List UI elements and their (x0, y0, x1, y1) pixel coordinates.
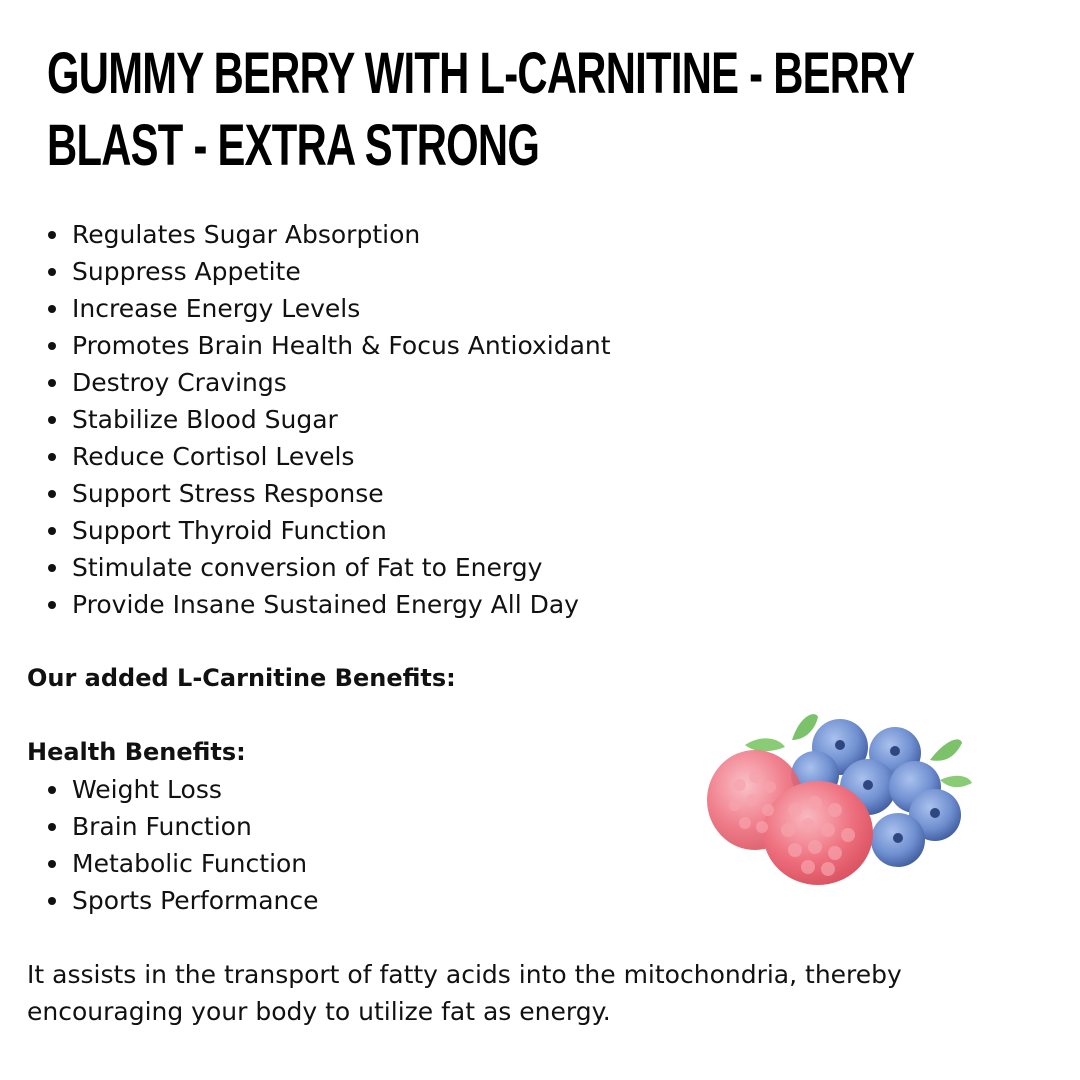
list-item-label: Provide Insane Sustained Energy All Day (72, 590, 579, 619)
health-benefits-heading: Health Benefits: (27, 738, 246, 766)
list-item (44, 290, 611, 327)
list-item-label: Destroy Cravings (72, 368, 287, 397)
list-item-label: Reduce Cortisol Levels (72, 442, 355, 471)
list-item (44, 512, 611, 549)
list-item (44, 845, 319, 882)
product-title: GUMMY BERRY WITH L-CARNITINE - BERRY BLAST - EXTRA STRONG (47, 41, 914, 178)
berries-illustration-icon (700, 705, 980, 895)
bullet-icon (48, 860, 56, 868)
list-item (44, 549, 611, 586)
list-item-label: Support Thyroid Function (72, 516, 387, 545)
list-item (44, 216, 611, 253)
list-item-label: Brain Function (72, 812, 252, 841)
bullet-icon (48, 379, 56, 387)
bullet-icon (48, 268, 56, 276)
bullet-icon (48, 564, 56, 572)
list-item-label: Stabilize Blood Sugar (72, 405, 338, 434)
list-item-label: Suppress Appetite (72, 257, 301, 286)
bullet-icon (48, 786, 56, 794)
list-item-label: Weight Loss (72, 775, 222, 804)
list-item-label: Sports Performance (72, 886, 319, 915)
bullet-icon (48, 823, 56, 831)
list-item-label: Promotes Brain Health & Focus Antioxidant (72, 331, 611, 360)
bullet-icon (48, 527, 56, 535)
list-item (44, 808, 319, 845)
bullet-icon (48, 601, 56, 609)
list-item (44, 327, 611, 364)
list-item (44, 882, 319, 919)
bullet-icon (48, 305, 56, 313)
list-item-label: Increase Energy Levels (72, 294, 361, 323)
bullet-icon (48, 342, 56, 350)
bullet-icon (48, 897, 56, 905)
list-item (44, 364, 611, 401)
bullet-icon (48, 490, 56, 498)
list-item (44, 401, 611, 438)
list-item (44, 475, 611, 512)
list-item (44, 771, 319, 808)
benefits-list (44, 216, 611, 623)
list-item-label: Stimulate conversion of Fat to Energy (72, 553, 543, 582)
bullet-icon (48, 453, 56, 461)
list-item (44, 586, 611, 623)
list-item (44, 253, 611, 290)
bullet-icon (48, 416, 56, 424)
health-benefits-list (44, 771, 319, 919)
bullet-icon (48, 231, 56, 239)
lcarnitine-heading: Our added L-Carnitine Benefits: (27, 664, 456, 692)
list-item-label: Regulates Sugar Absorption (72, 220, 421, 249)
list-item-label: Metabolic Function (72, 849, 308, 878)
list-item-label: Support Stress Response (72, 479, 384, 508)
list-item (44, 438, 611, 475)
footer-description: It assists in the transport of fatty acids into the mitochondria, thereby encouraging your body to utilize fat as energy. (27, 960, 902, 1026)
